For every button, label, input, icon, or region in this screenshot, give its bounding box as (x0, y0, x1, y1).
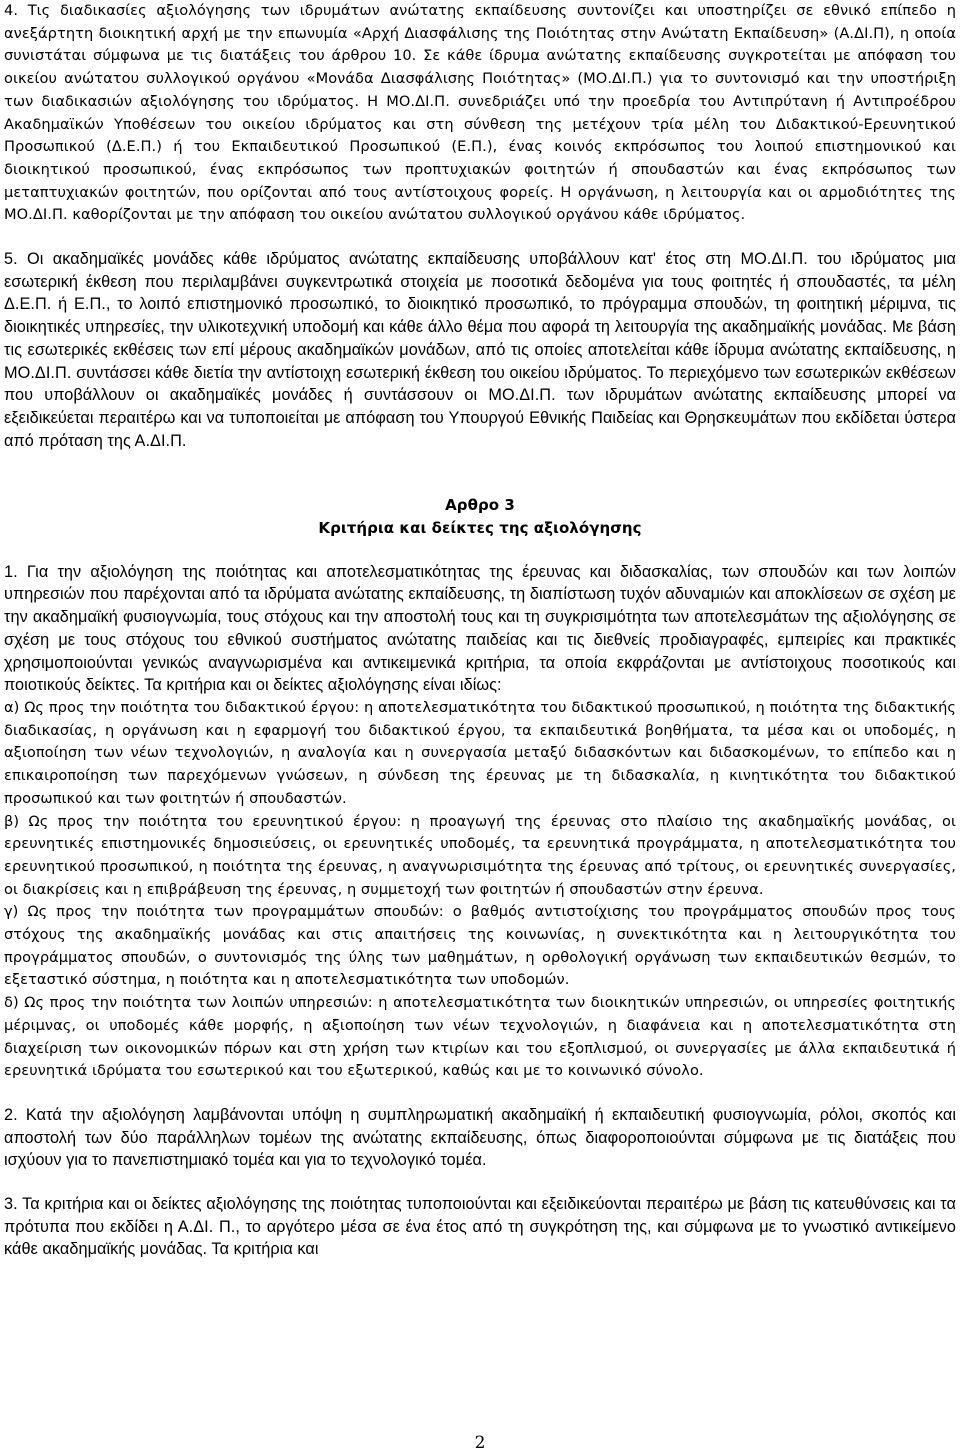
paragraph-article3-3: 3. Τα κριτήρια και οι δείκτες αξιολόγησης της ποιότητας τυποποιούνται και εξειδικεύονται περαιτέρω με βάση τις κατευθύνσεις και τα πρότυπα που εκδίδει η Α.ΔΙ. Π., το αργότερο μέσα σε ένα έτος από τη συγκρότηση της, και σύμφωνα με το γνωστικό αντικείμενο κάθε ακαδημαϊκής μονάδας. Τα κριτήρια και (4, 1195, 956, 1259)
section-spacer (4, 452, 956, 494)
paragraph-article2-4: 4. Τις διαδικασίες αξιολόγησης των ιδρυμάτων ανώτατης εκπαίδευσης συντονίζει και υποστηρίζει σε εθνικό επίπεδο η ανεξάρτητη διοικητική αρχή με την επωνυμία «Αρχή Διασφάλισης της Ποιότητας στην Ανώτατη Εκπαίδευση» (Α.ΔΙ.Π), η οποία συνιστάται σύμφωνα με τις διατάξεις του άρθρου 10. Σε κάθε ίδρυμα ανώτατης εκπαίδευσης συγκροτείται με απόφαση του οικείου ανώτατου συλλογικού οργάνου «Μονάδα Διασφάλισης Ποιότητας» (ΜΟ.ΔΙ.Π.) για το συντονισμό και την υποστήριξη των διαδικασιών αξιολόγησης του ιδρύματος. Η ΜΟ.ΔΙ.Π. συνεδριάζει υπό την προεδρία του Αντιπρύτανη ή Αντιπροέδρου Ακαδημαϊκών Υποθέσεων του οικείου ιδρύματος και στη σύνθεση της μετέχουν τρία μέλη του Διδακτικού-Ερευνητικού Προσωπικού (Δ.Ε.Π.) ή του Εκπαιδευτικού Προσωπικού (Ε.Π.), ένας κοινός εκπρόσωπος του λοιπού επιστημονικού και διοικητικού προσωπικού, ένας εκπρόσωπος των προπτυχιακών φοιτητών ή σπουδαστών και ένας εκπρόσωπος των μεταπτυχιακών φοιτητών, που ορίζονται από τους αντίστοιχους φορείς. Η οργάνωση, η λειτουργία και οι αρμοδιότητες της ΜΟ.ΔΙ.Π. καθορίζονται με την απόφαση του οικείου ανώτατου συλλογικού οργάνου κάθε ιδρύματος. (4, 2, 956, 224)
paragraph-article3-1: 1. Για την αξιολόγηση της ποιότητας και αποτελεσματικότητας της έρευνας και διδασκαλίας, των σπουδών και των λοιπών υπηρεσιών που παρέχονται από τα ιδρύματα ανώτατης εκπαίδευσης, τη διαπίστωση τυχόν αδυναμιών και αποκλίσεων σε σχέση με την ακαδημαϊκή φυσιογνωμία, τους στόχους και την αποστολή τους και τη συγκρισιμότητα των αποτελεσμάτων της αξιολόγησης σε σχέση με τους στόχους του εθνικού συστήματος ανώτατης παιδείας και τις διεθνείς προδιαγραφές, εμπειρίες και πρακτικές χρησιμοποιούνται γενικώς αναγνωρισμένα και αντικειμενικά κριτήρια, τα οποία εκφράζονται με αντίστοιχους ποσοτικούς και ποιοτικούς δείκτες. Τα κριτήρια και οι δείκτες αξιολόγησης είναι ιδίως: (4, 562, 956, 695)
page-number: 2 (474, 1433, 486, 1453)
paragraph-article3-c: γ) Ως προς την ποιότητα των προγραμμάτων σπουδών: ο βαθμός αντιστοίχισης του προγράμματος σπουδών προς τους στόχους της ακαδημαϊκής μονάδας και στις απαιτήσεις της κοινωνίας, η συνεκτικότητα και η λειτουργικότητα του προγράμματος σπουδών, ο συντονισμός της ύλης των μαθημάτων, η ορθολογική οργάνωση των εκπαιδευτικών θεσμών, το εξεταστικό σύστημα, η ποιότητα και η αποτελεσματικότητα των υποδομών. (4, 903, 956, 989)
paragraph-spacer (4, 227, 956, 248)
paragraph-article3-b: β) Ως προς την ποιότητα του ερευνητικού έργου: η προαγωγή της έρευνας στο πλαίσιο της ακαδημαϊκής μονάδας, οι ερευνητικές επιστημονικές δημοσιεύσεις, οι ερευνητικές υποδομές, τα ερευνητικά προγράμματα, η αποτελεσματικότητα του ερευνητικού προσωπικού, η ποιότητα της έρευνας, η αναγνωρισιμότητα της έρευνας από τρίτους, οι ερευνητικές συνεργασίες, οι διακρίσεις και η επιβράβευση της έρευνας, η συμμετοχή των φοιτητών ή σπουδαστών στην έρευνα. (4, 812, 956, 898)
paragraph-article3-2: 2. Κατά την αξιολόγηση λαμβάνονται υπόψη η συμπληρωματική ακαδημαϊκή ή εκπαιδευτική φυσιογνωμία, ρόλοι, σκοπός και αποστολή των δύο παράλληλων τομέων της ανώτατης εκπαίδευσης, όπως διαφοροποιούνται σύμφωνα με τις διατάξεις που ισχύουν για το πανεπιστημιακό τομέα και για το τεχνολογικό τομέα. (4, 1105, 956, 1170)
paragraph-article3-d: δ) Ως προς την ποιότητα των λοιπών υπηρεσιών: η αποτελεσματικότητα των διοικητικών υπηρεσιών, οι υπηρεσίες φοιτητικής μέριμνας, οι υποδομές κάθε μορφής, η αξιοποίηση των νέων τεχνολογιών, η διαφάνεια και η αποτελεσματικότητα στη διαχείριση των οικονομικών πόρων και στη χρήση των κτιρίων και του εξοπλισμού, οι συνεργασίες με άλλα εκπαιδευτικά ή ερευνητικά ιδρύματα του εσωτερικού και του εξωτερικού, καθώς και με το κοινωνικό σύνολο. (4, 994, 956, 1080)
article-title: Αρθρο 3 (445, 496, 515, 515)
heading-spacer (4, 540, 956, 561)
paragraph-spacer (4, 1083, 956, 1104)
paragraph-article2-5: 5. Οι ακαδημαϊκές μονάδες κάθε ιδρύματος ανώτατης εκπαίδευσης υποβάλλουν κατ' έτος στη ΜΟ.ΔΙ.Π. του ιδρύματος μια εσωτερική έκθεση που περιλαμβάνει συγκεντρωτικά στοιχεία με ποσοτικά δεδομένα για τους φοιτητές ή σπουδαστές, τα μέλη Δ.Ε.Π. ή Ε.Π., το λοιπό επιστημονικό προσωπικό, το διοικητικό προσωπικό, το πρόγραμμα σπουδών, τη φοιτητική μέριμνα, τις διοικητικές υπηρεσίες, την υλικοτεχνική υποδομή και κάθε άλλο θέμα που αφορά τη λειτουργία της ακαδημαϊκής μονάδας. Με βάση τις εσωτερικές εκθέσεις των επί μέρους ακαδημαϊκών μονάδων, από τις οποίες αποτελείται κάθε ίδρυμα ανώτατης εκπαίδευσης, η ΜΟ.ΔΙ.Π. συντάσσει κάθε διετία την αντίστοιχη εσωτερική έκθεση του οικείου ιδρύματος. Το περιεχόμενο των εσωτερικών εκθέσεων που υποβάλλουν οι ακαδημαϊκές μονάδες ή συντάσσουν οι ΜΟ.ΔΙ.Π. των ιδρυμάτων ανώτατης εκπαίδευσης μπορεί να εξειδικεύεται περαιτέρω και να τυποποιείται με απόφαση του Υπουργού Εθνικής Παιδείας και Θρησκευμάτων που εκδίδεται ύστερα από πρόταση της Α.ΔΙ.Π. (4, 250, 956, 450)
paragraph-article3-a: α) Ως προς την ποιότητα του διδακτικού έργου: η αποτελεσματικότητα του διδακτικού προσωπικού, η ποιότητα της διδακτικής διαδικασίας, η οργάνωση και η εφαρμογή του διδακτικού έργου, τα εκπαιδευτικά βοηθήματα, τα μέσα και οι υποδομές, η αξιοποίηση των νέων τεχνολογιών, η αναλογία και η συνεργασία μεταξύ διδασκόντων και διδασκομένων, το επίπεδο και η επικαιροποίηση των παρεχόμενων γνώσεων, η σύνδεση της έρευνας με τη διδασκαλία, η κινητικότητα του διδακτικού προσωπικού και των φοιτητών ή σπουδαστών. (4, 698, 956, 807)
article-subtitle: Κριτήρια και δείκτες της αξιολόγησης (318, 519, 642, 538)
paragraph-spacer (4, 1172, 956, 1193)
